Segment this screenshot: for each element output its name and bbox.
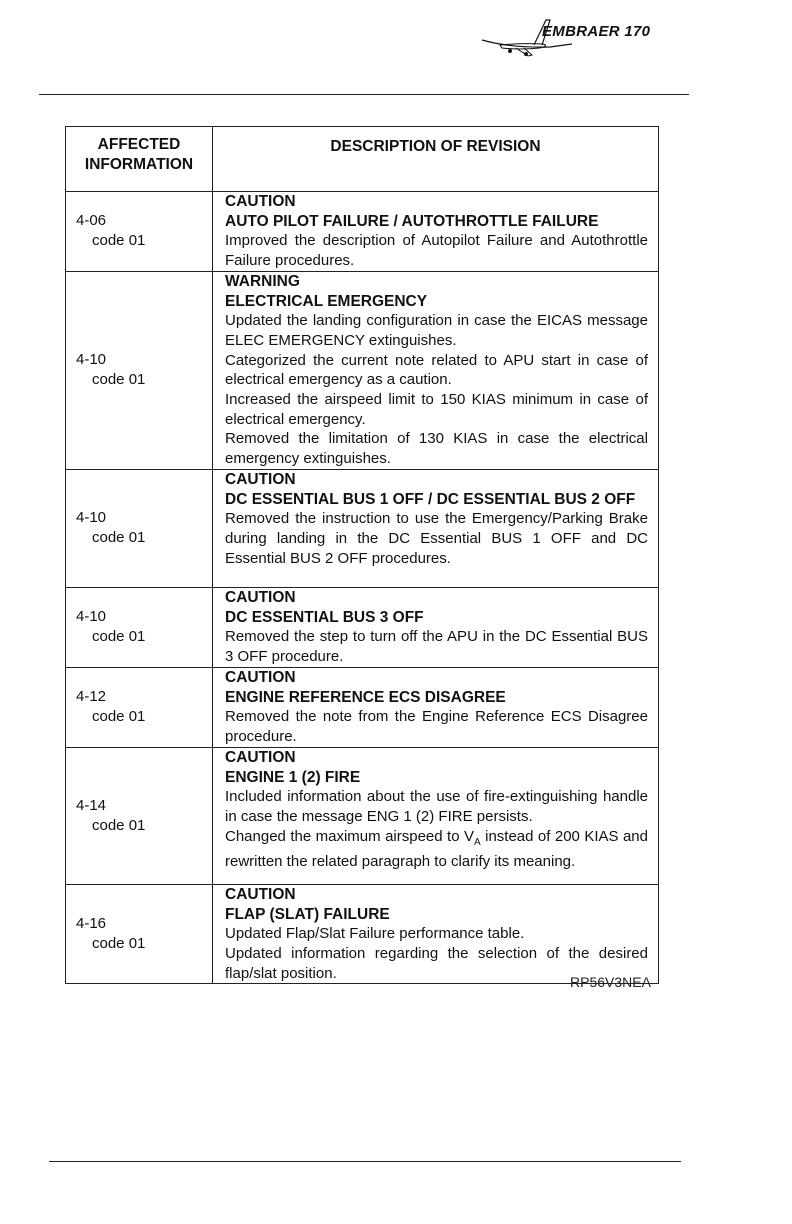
table-row bbox=[66, 667, 659, 747]
revision-item: Updated the landing configuration in case the EICAS message ELEC EMERGENCY extinguishes. bbox=[225, 312, 648, 349]
affected-cell bbox=[66, 884, 213, 984]
description-header: DESCRIPTION OF REVISION bbox=[213, 127, 659, 192]
category-label: CAUTION bbox=[225, 588, 296, 606]
category-label: CAUTION bbox=[225, 668, 296, 686]
revision-item: Removed the note from the Engine Reference ECS Disagree procedure. bbox=[225, 708, 648, 745]
description-cell bbox=[213, 667, 659, 747]
affected-code: code 01 bbox=[92, 371, 146, 389]
category-label: CAUTION bbox=[225, 470, 296, 488]
affected-page: 4-14 bbox=[76, 796, 107, 814]
procedure-title: DC ESSENTIAL BUS 1 OFF / DC ESSENTIAL BUS 2 OFF bbox=[225, 490, 636, 508]
affected-code: code 01 bbox=[92, 816, 146, 834]
affected-code: code 01 bbox=[92, 232, 146, 250]
category-label: CAUTION bbox=[225, 748, 296, 766]
description-cell bbox=[213, 192, 659, 272]
affected-code: code 01 bbox=[92, 935, 146, 953]
procedure-title: AUTO PILOT FAILURE / AUTOTHROTTLE FAILURE bbox=[225, 212, 599, 230]
table-row bbox=[66, 587, 659, 667]
brand-name: EMBRAER 170 bbox=[542, 23, 651, 40]
affected-cell bbox=[66, 271, 213, 469]
procedure-title: FLAP (SLAT) FAILURE bbox=[225, 905, 390, 923]
description-cell bbox=[213, 587, 659, 667]
category-label: CAUTION bbox=[225, 193, 296, 210]
description-cell bbox=[213, 469, 659, 587]
affected-code: code 01 bbox=[92, 529, 146, 547]
affected-cell bbox=[66, 747, 213, 884]
category-label: WARNING bbox=[225, 272, 300, 290]
affected-cell bbox=[66, 469, 213, 587]
revision-item: Changed the maximum airspeed to $V_A$ instead of 200 KIAS and rewritten the related paragraph to clarify its meaning. bbox=[225, 827, 648, 871]
affected-page: 4-10 bbox=[76, 608, 107, 626]
table-row bbox=[66, 747, 659, 884]
affected-page: 4-16 bbox=[76, 915, 107, 933]
procedure-title: ELECTRICAL EMERGENCY bbox=[225, 292, 428, 310]
affected-code: code 01 bbox=[92, 708, 146, 726]
revision-item: Improved the description of Autopilot Failure and Autothrottle Failure procedures. bbox=[225, 232, 648, 270]
embraer-logo bbox=[480, 14, 690, 62]
affected-page: 4-06 bbox=[76, 212, 107, 230]
table-row bbox=[66, 192, 659, 272]
description-cell bbox=[213, 747, 659, 884]
table-row bbox=[66, 271, 659, 469]
affected-page: 4-10 bbox=[76, 509, 107, 527]
header-divider bbox=[39, 94, 689, 95]
affected-page: 4-12 bbox=[76, 688, 107, 706]
affected-cell bbox=[66, 192, 213, 272]
affected-cell bbox=[66, 667, 213, 747]
figure-reference-code: RP56V3NEA bbox=[570, 974, 651, 990]
procedure-title: DC ESSENTIAL BUS 3 OFF bbox=[225, 608, 424, 626]
revision-table bbox=[65, 126, 659, 984]
category-label: CAUTION bbox=[225, 885, 296, 903]
revision-item: Updated Flap/Slat Failure performance table. bbox=[225, 925, 525, 943]
description-cell bbox=[213, 271, 659, 469]
revision-item: Removed the limitation of 130 KIAS in case the electrical emergency extinguishes. bbox=[225, 430, 648, 468]
revision-item: Included information about the use of fire-extinguishing handle in case the message ENG 1 (2) FIRE persists. bbox=[225, 788, 648, 825]
revision-item: Removed the instruction to use the Emergency/Parking Brake during landing in the DC Essential BUS 1 OFF and DC Essential BUS 2 OFF procedures. bbox=[225, 510, 648, 567]
procedure-title: ENGINE 1 (2) FIRE bbox=[225, 768, 361, 786]
revision-item: Removed the step to turn off the APU in the DC Essential BUS 3 OFF procedure. bbox=[225, 628, 648, 665]
description-cell bbox=[213, 884, 659, 984]
affected-code: code 01 bbox=[92, 628, 146, 646]
table-row bbox=[66, 884, 659, 984]
table-row bbox=[66, 469, 659, 587]
revision-item: Categorized the current note related to APU start in case of electrical emergency as a caution. bbox=[225, 351, 648, 389]
footer-divider bbox=[49, 1161, 681, 1162]
revision-item: Increased the airspeed limit to 150 KIAS minimum in case of electrical emergency. bbox=[225, 391, 648, 428]
procedure-title: ENGINE REFERENCE ECS DISAGREE bbox=[225, 688, 506, 706]
revision-item: Updated information regarding the selection of the desired flap/slat position. bbox=[225, 944, 648, 982]
affected-information-header: AFFECTED INFORMATION bbox=[66, 127, 213, 192]
affected-page: 4-10 bbox=[76, 351, 107, 369]
table-header-row bbox=[66, 127, 659, 192]
affected-cell bbox=[66, 587, 213, 667]
